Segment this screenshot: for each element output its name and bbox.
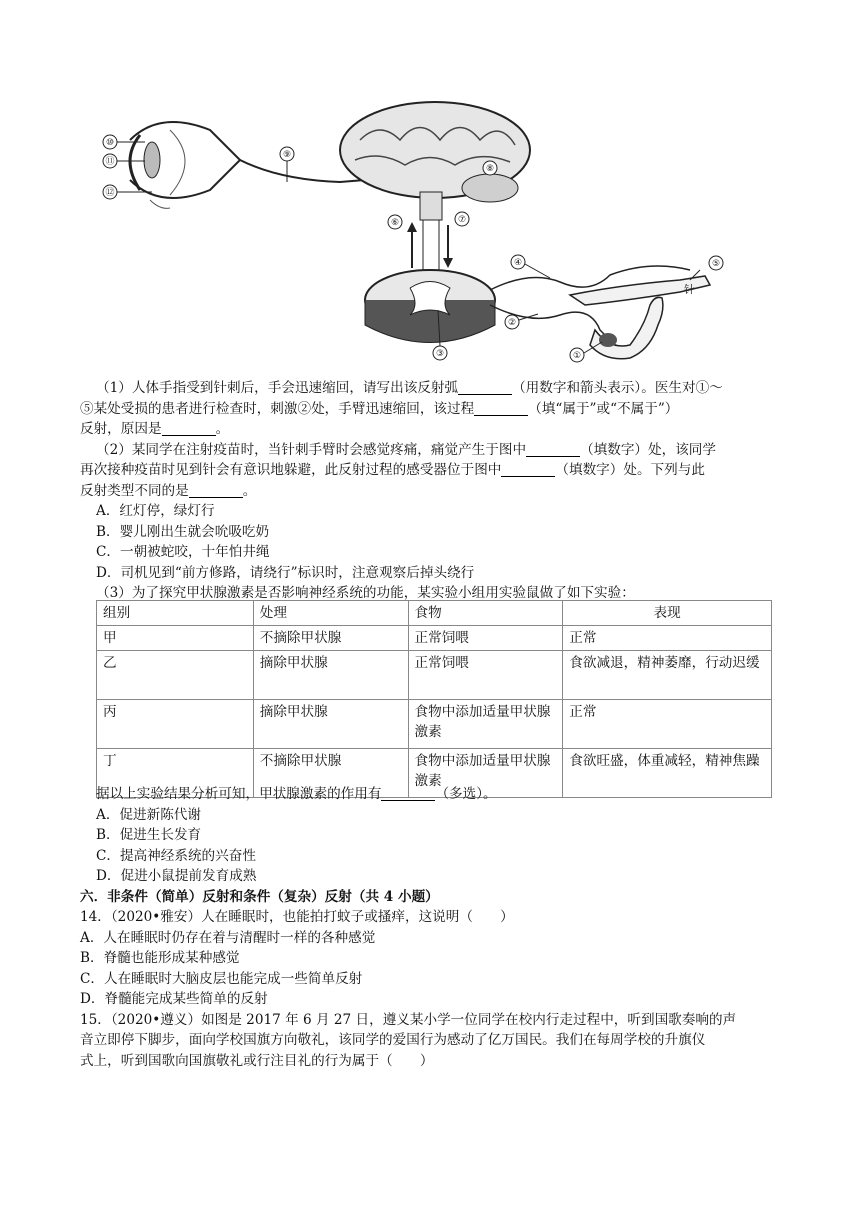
q13-part2-line3: 反射类型不同的是 。 <box>80 482 257 499</box>
option: C．人在睡眠时大脑皮层也能完成一些简单反射 <box>80 970 363 987</box>
svg-text:⑩: ⑩ <box>105 138 115 148</box>
table-row <box>97 651 772 700</box>
table-cell: 正常饲喂 <box>408 651 563 700</box>
answer-blank[interactable] <box>526 442 580 457</box>
svg-text:⑤: ⑤ <box>711 259 721 269</box>
label-5 <box>709 256 723 270</box>
option: D．司机见到“前方修路，请绕行”标识时，注意观察后掉头绕行 <box>96 564 475 581</box>
option: A．红灯停，绿灯行 <box>96 503 215 519</box>
option: A．促进新陈代谢 <box>96 806 201 823</box>
option: D．促进小鼠提前发育成熟 <box>96 868 257 884</box>
label-6 <box>388 215 402 229</box>
table-cell: 食物中添加适量甲状腺激素 <box>408 700 563 749</box>
table-cell: 摘除甲状腺 <box>253 700 408 749</box>
eye-illustration <box>130 122 240 208</box>
answer-blank[interactable] <box>162 421 216 436</box>
table-cell: 丙 <box>97 700 254 749</box>
table-header: 组别 <box>97 601 254 626</box>
q13-conclusion: 据以上实验结果分析可知，甲状腺激素的作用有 （多选）。 <box>96 786 497 802</box>
svg-text:⑫: ⑫ <box>105 188 115 198</box>
table-cell: 不摘除甲状腺 <box>253 749 408 798</box>
svg-text:⑥: ⑥ <box>390 218 400 228</box>
spinal-cord-section <box>365 270 495 343</box>
label-11 <box>103 154 117 168</box>
q14-stem: 14．（2020•雅安）人在睡眠时，也能拍打蚊子或搔痒，这说明（ ） <box>80 909 514 925</box>
table-header-row <box>97 601 772 626</box>
label-8 <box>483 161 497 175</box>
label-10 <box>103 135 117 149</box>
table-cell: 正常 <box>563 700 772 749</box>
table-cell: 食欲减退，精神萎靡，行动迟缓 <box>563 651 772 700</box>
table-cell: 食物中添加适量甲状腺激素 <box>408 749 563 798</box>
option: D．脊髓能完成某些简单的反射 <box>80 991 268 1007</box>
answer-blank[interactable] <box>381 786 435 801</box>
table-row <box>97 626 772 651</box>
option: B．脊髓也能形成某种感觉 <box>80 950 240 966</box>
table-cell: 甲 <box>97 626 254 651</box>
label-4 <box>511 255 525 269</box>
svg-text:⑪: ⑪ <box>105 157 115 167</box>
svg-text:⑦: ⑦ <box>457 215 467 225</box>
table-cell: 摘除甲状腺 <box>253 651 408 700</box>
table-cell: 正常饲喂 <box>408 626 563 651</box>
q15-line: 音立即停下脚步，面向学校国旗方向敬礼，该同学的爱国行为感动了亿万国民。我们在每周学校的升旗仪 <box>80 1032 706 1048</box>
answer-blank[interactable] <box>189 483 243 498</box>
q15-line: 式上，听到国歌向国旗敬礼或行注目礼的行为属于（ ） <box>80 1052 434 1069</box>
option: B．促进生长发育 <box>96 827 202 843</box>
option: B．婴儿刚出生就会吮吸吃奶 <box>96 523 270 540</box>
table-cell: 不摘除甲状腺 <box>253 626 408 651</box>
table-cell: 丁 <box>97 749 254 798</box>
svg-text:⑧: ⑧ <box>485 164 495 174</box>
table-cell: 乙 <box>97 651 254 700</box>
q13-part1-line3: 反射，原因是 。 <box>80 421 230 437</box>
q13-part2-line2: 再次接种疫苗时见到针会有意识地躲避，此反射过程的感受器位于图中 （填数字）处。下列与此 <box>80 462 705 478</box>
label-7 <box>455 212 469 226</box>
table-header: 食物 <box>408 601 563 626</box>
q13-body <box>80 378 785 604</box>
label-1 <box>570 348 584 362</box>
q13-part3: （3）为了探究甲状腺激素是否影响神经系统的功能，某实验小组用实验鼠做了如下实验： <box>96 585 635 601</box>
reflex-arc-diagram <box>90 100 750 375</box>
option: C．提高神经系统的兴奋性 <box>96 847 256 864</box>
experiment-table <box>96 600 772 798</box>
q13-conclusion-block <box>80 784 785 1071</box>
q13-part1-line1: （1）人体手指受到针刺后，手会迅速缩回，请写出该反射弧 （用数字和箭头表示）。医生对①～ <box>96 380 723 396</box>
svg-text:③: ③ <box>435 349 445 359</box>
needle-label: 针 <box>684 283 695 296</box>
label-9 <box>280 147 294 161</box>
table-header: 处理 <box>253 601 408 626</box>
label-12 <box>103 185 117 199</box>
table-cell: 食欲旺盛，体重减轻，精神焦躁 <box>563 749 772 798</box>
answer-blank[interactable] <box>501 462 555 477</box>
table-cell: 正常 <box>563 626 772 651</box>
svg-text:②: ② <box>507 318 517 328</box>
q13-part1-line2: ⑤某处受损的患者进行检查时，刺激②处，手臂迅速缩回，该过程 （填“属于”或“不属于”） <box>80 400 679 417</box>
section-title: 六．非条件（简单）反射和条件（复杂）反射（共 4 小题） <box>80 888 439 905</box>
table-row <box>97 700 772 749</box>
svg-text:④: ④ <box>513 258 523 268</box>
q15-line: 15．（2020•遵义）如图是 2017 年 6 月 27 日，遵义某小学一位同学在校内行走过程中，听到国歌奏响的声 <box>80 1011 737 1028</box>
q13-part2-line1: （2）某同学在注射疫苗时，当针刺手臂时会感觉疼痛，痛觉产生于图中 （填数字）处，该同学 <box>96 441 716 458</box>
label-2 <box>505 315 519 329</box>
svg-text:①: ① <box>572 351 582 361</box>
table-header: 表现 <box>563 601 772 626</box>
svg-text:⑨: ⑨ <box>282 150 292 160</box>
label-3 <box>433 346 447 360</box>
option: C．一朝被蛇咬，十年怕井绳 <box>96 544 270 560</box>
answer-blank[interactable] <box>474 401 528 416</box>
brain-illustration <box>340 102 530 220</box>
option: A．人在睡眠时仍存在着与清醒时一样的各种感觉 <box>80 929 376 946</box>
answer-blank[interactable] <box>458 380 512 395</box>
